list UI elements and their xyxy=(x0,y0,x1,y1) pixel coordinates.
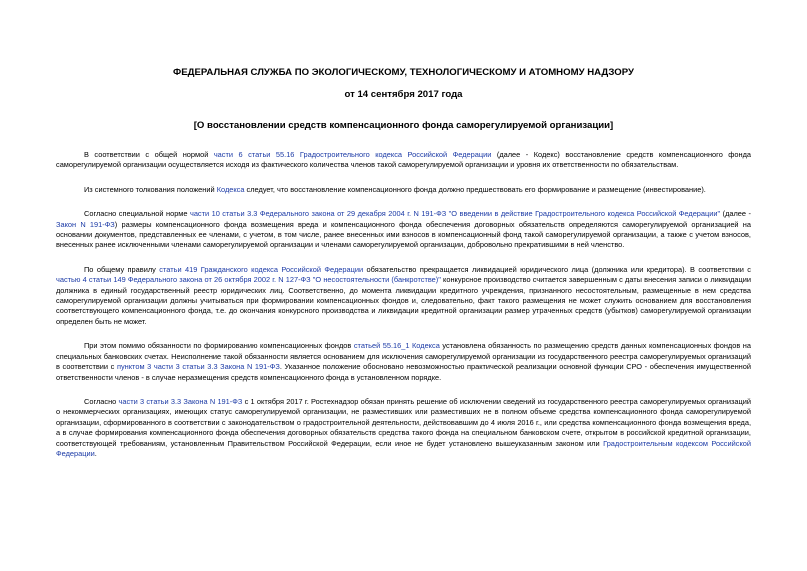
paragraph-text: В соответствии с общей нормой xyxy=(84,150,214,159)
paragraph-text: обязательство прекращается ликвидацией юридического лица (должника или кредитора). В соответствии с xyxy=(363,264,751,274)
document-body xyxy=(56,150,751,473)
agency-title: ФЕДЕРАЛЬНАЯ СЛУЖБА ПО ЭКОЛОГИЧЕСКОМУ, ТЕХНОЛОГИЧЕСКОМУ И АТОМНОМУ НАДЗОРУ xyxy=(173,67,634,78)
paragraph xyxy=(56,265,751,327)
paragraph-text: следует, что восстановление компенсационного фонда должно предшествовать его формирование и размещение (инвестирование). xyxy=(244,184,706,194)
paragraph xyxy=(56,341,751,383)
legal-reference-link[interactable]: статьи 419 Гражданского кодекса Российской Федерации xyxy=(159,264,364,274)
paragraph-text: конкурсное производство считается завершенным с даты внесения записи о ликвидации должника в единый государственный реестр юридических лиц. Соответственно, до момента ликвидации кредитного учреждения, признанного несостоятельным, размещенные в нем средства саморегулируемой организации должны учитываться при формировании компенсационных фондов и, следовательно, факт такого размещения не может служить основанием для восстановления соответствующего компенсационного фонда, т.е. до окончания конкурсного производства и ликвидации кредитной организации размер утраченных средств (убытков) саморегулируемой организации определен быть не может. xyxy=(56,275,751,326)
paragraph-text: По общему правилу xyxy=(84,264,160,274)
legal-reference-link[interactable]: Закон N 191-ФЗ xyxy=(56,219,115,229)
legal-reference-link[interactable]: статьей 55.16_1 Кодекса xyxy=(353,341,440,351)
legal-reference-link[interactable]: Кодекса xyxy=(216,184,245,194)
paragraph-text: с 1 октября 2017 г. Ростехнадзор обязан принять решение об исключении сведений из государственного реестра саморегулируемых организаций о некоммерческих организациях, имеющих статус саморегулируемой организации, не разместивших или разместивших не в полном объеме средства компенсационного фонда саморегулируемой организации, сформированного в соответствии с законодательством о градостроительной деятельности, действовавшим до 4 июля 2016 г., или средства компенсационного фонда возмещения вреда, а в случае формирования компенсационного фонда обеспечения договорных обязательств средства такого фонда на специальном банковском счете, открытом в российской кредитной организации, соответствующей требованиям, установленным Правительством Российской Федерации, если иное не будет установлено вышеуказанным законом или xyxy=(56,396,751,448)
paragraph-text: (далее - Кодекс) восстановление средств компенсационного фонда саморегулируемой организации осуществляется исходя из фактического количества членов такой саморегулируемой организации и уровня их ответственности по обязательствам. xyxy=(56,150,751,170)
paragraph-text: ) размеры компенсационного фонда возмещения вреда и компенсационного фонда обеспечения договорных обязательств определяются саморегулируемой организацией на основании документов, представленных ее членами, с учетом, в том числе, ранее внесенных ими взносов в компенсационный фонд такой саморегулируемой организации, а также с учетом взносов, внесенных ранее исключенными членами саморегулируемой организации и членами саморегулируемой организации, добровольно прекратившими в ней членство. xyxy=(56,219,751,250)
legal-reference-link[interactable]: части 6 статьи 55.16 Градостроительного кодекса Российской Федерации xyxy=(213,150,492,159)
legal-reference-link[interactable]: части 10 статьи 3.3 Федерального закона от 29 декабря 2004 г. N 191-ФЗ "О введении в действие Градостроительного кодекса Российской Федерации" xyxy=(189,209,721,219)
legal-reference-link[interactable]: Градостроительным кодексом Российской Федерации xyxy=(56,438,752,458)
paragraph-text: Согласно специальной норме xyxy=(84,209,190,219)
legal-reference-link[interactable]: части 3 статьи 3.3 Закона N 191-ФЗ xyxy=(118,396,243,406)
paragraph-text: При этом помимо обязанности по формированию компенсационных фондов xyxy=(84,341,354,351)
document-date: от 14 сентября 2017 года xyxy=(344,89,463,100)
paragraph xyxy=(56,397,751,459)
legal-reference-link[interactable]: пунктом 3 части 3 статьи 3.3 Закона N 191-ФЗ xyxy=(116,362,280,372)
paragraph xyxy=(56,185,751,195)
paragraph xyxy=(56,150,751,171)
paragraph xyxy=(56,209,751,251)
legal-reference-link[interactable]: частью 4 статьи 149 Федерального закона от 26 октября 2002 г. N 127-ФЗ "О несостоятельности (банкротстве)" xyxy=(56,275,441,285)
paragraph-text: установлена обязанность по размещению средств данных компенсационных фондов на специальных банковских счетах. Неисполнение такой обязанности является основанием для исключения саморегулируемой организации из государственного реестра саморегулируемых организаций в соответствии с xyxy=(56,341,751,372)
paragraph-text: Из системного толкования положений xyxy=(84,184,217,194)
paragraph-text: Согласно xyxy=(84,396,119,406)
paragraph-text: (далее - xyxy=(720,209,751,219)
paragraph-text: . xyxy=(94,448,97,458)
document-subject: [О восстановлении средств компенсационного фонда саморегулируемой организации] xyxy=(193,120,614,131)
paragraph-text: . Указанное положение обосновано невозможностью практической реализации основной функции СРО - обеспечения имущественной ответственности членов - в случае неразмещения средств компенсационного фонда в установленном порядке. xyxy=(56,362,751,382)
